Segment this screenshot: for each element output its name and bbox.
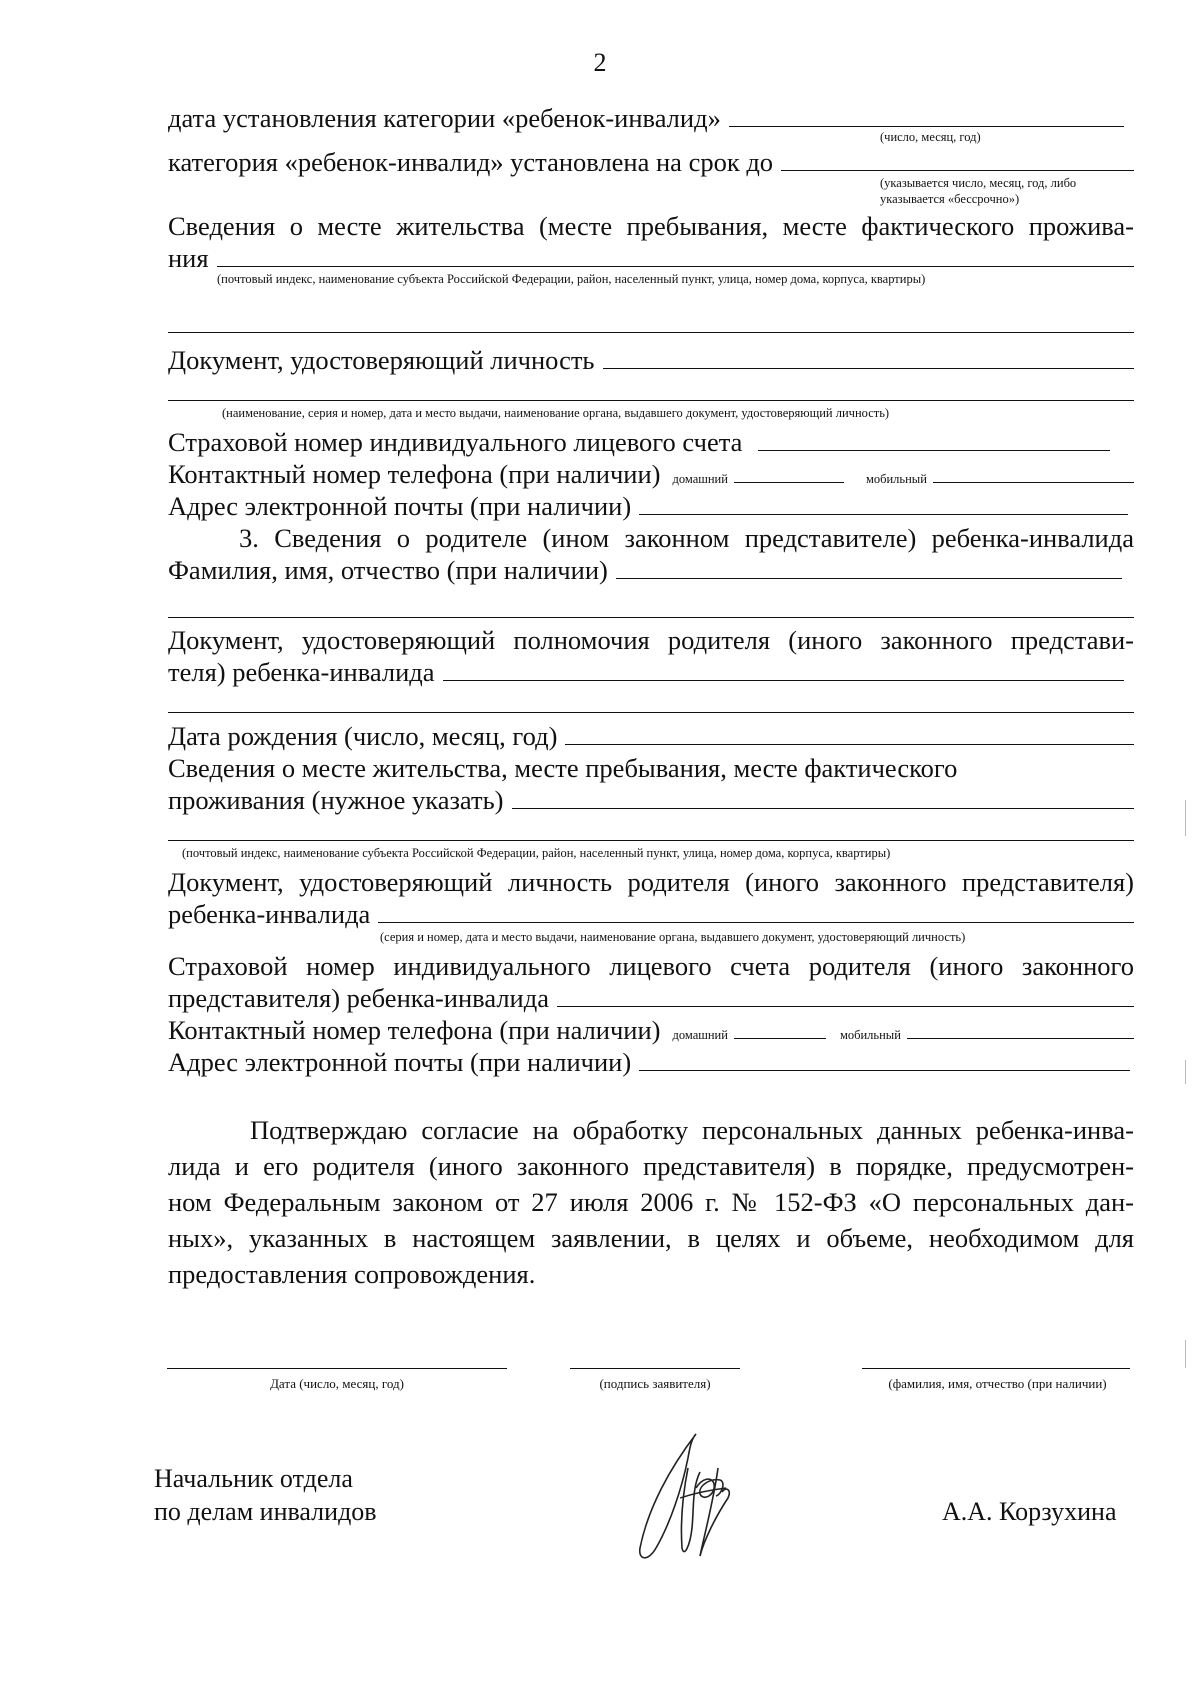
parent-residence-label-1: Сведения о месте жительства, месте пребывания, месте фактического	[168, 753, 958, 783]
parent-birth-date-row	[168, 720, 1134, 752]
parent-phone-label: Контактный номер телефона (при наличии)	[168, 1015, 661, 1045]
position-line-1: Начальник отдела	[154, 1464, 353, 1493]
category-date-label: дата установления категории «ребенок-инвалид»	[168, 103, 721, 133]
category-term-field[interactable]	[781, 169, 1134, 171]
consent-line-3: ном Федеральным законом от 27 июля 2006 г. № 152-ФЗ «О персональных дан-	[168, 1187, 1134, 1217]
consent-line-5: предоставления сопровождения.	[168, 1259, 536, 1289]
scan-artifact	[1185, 1340, 1186, 1368]
parent-identity-field[interactable]	[378, 921, 1134, 923]
parent-authority-field-2[interactable]	[168, 712, 1134, 713]
parent-snils-label-2: представителя) ребенка-инвалида	[168, 983, 549, 1013]
parent-email-row	[168, 1046, 1134, 1078]
parent-residence-row	[168, 784, 1134, 816]
child-phone-home-label: домашний	[672, 472, 728, 486]
parent-snils-field[interactable]	[557, 1005, 1134, 1007]
child-snils-row	[168, 426, 1110, 458]
child-residence-field-2[interactable]	[168, 332, 1134, 333]
parent-snils-row	[168, 982, 1134, 1014]
page-number: 2	[593, 48, 607, 77]
parent-residence-label-row	[168, 752, 1134, 784]
child-phone-mobile-field[interactable]	[933, 481, 1134, 483]
child-residence-row	[168, 242, 1134, 274]
date-hint: Дата (число, месяц, год)	[270, 1376, 404, 1391]
parent-authority-label-1: Документ, удостоверяющий полномочия родителя (иного законного представи-	[168, 625, 1134, 655]
consent-paragraph	[168, 1112, 1134, 1292]
category-date-row	[168, 102, 1134, 134]
child-residence-label-1: Сведения о месте жительства (месте пребывания, месте фактического прожива-	[168, 211, 1134, 241]
child-identity-hint: (наименование, серия и номер, дата и место выдачи, наименование органа, выдавшего документ, удостоверяющий личность)	[222, 406, 890, 420]
category-term-label: категория «ребенок-инвалид» установлена на срок до	[168, 147, 774, 177]
category-term-hint-2: указывается «бессрочно»)	[880, 192, 1020, 206]
category-term-row	[168, 146, 1134, 178]
parent-identity-hint: (серия и номер, дата и место выдачи, наименование органа, выдавшего документ, удостоверяющий личность)	[380, 930, 966, 944]
child-phone-label: Контактный номер телефона (при наличии)	[168, 459, 661, 489]
consent-line-2: лида и его родителя (иного законного представителя) в порядке, предусмотрен-	[168, 1151, 1134, 1181]
child-residence-field[interactable]	[217, 265, 1134, 267]
name-hint: (фамилия, имя, отчество (при наличии)	[888, 1376, 1107, 1391]
parent-email-field[interactable]	[639, 1069, 1130, 1071]
parent-name-row	[168, 554, 1134, 586]
name-signature-line[interactable]	[862, 1368, 1130, 1369]
child-email-label: Адрес электронной почты (при наличии)	[168, 491, 632, 521]
consent-line-1: Подтверждаю согласие на обработку персональных данных ребенка-инва-	[250, 1115, 1134, 1145]
parent-phone-mobile-field[interactable]	[907, 1037, 1134, 1039]
signatory-name: А.А. Корзухина	[942, 1497, 1117, 1526]
parent-residence-hint: (почтовый индекс, наименование субъекта Российской Федерации, район, населенный пункт, улица, номер дома, корпуса, квартиры)	[182, 846, 891, 860]
parent-authority-label-2: теля) ребенка-инвалида	[168, 657, 435, 687]
child-phone-home-field[interactable]	[734, 481, 844, 483]
parent-name-field[interactable]	[616, 577, 1122, 579]
parent-birth-date-label: Дата рождения (число, месяц, год)	[168, 721, 558, 751]
parent-residence-field-2[interactable]	[168, 840, 1134, 841]
child-residence-hint: (почтовый индекс, наименование субъекта Российской Федерации, район, населенный пункт, улица, номер дома, корпуса, квартиры)	[217, 272, 926, 286]
parent-residence-field[interactable]	[512, 807, 1135, 809]
child-snils-label: Страховой номер индивидуального лицевого счета	[168, 427, 743, 457]
date-signature-line[interactable]	[167, 1368, 507, 1369]
parent-name-label: Фамилия, имя, отчество (при наличии)	[168, 555, 608, 585]
signature-hint: (подпись заявителя)	[599, 1376, 711, 1391]
parent-authority-field[interactable]	[443, 679, 1124, 681]
child-email-row	[168, 490, 1134, 522]
position-line-2: по делам инвалидов	[154, 1497, 377, 1526]
handwritten-signature	[630, 1428, 750, 1568]
parent-identity-label-2: ребенка-инвалида	[168, 899, 371, 929]
scan-artifact	[1185, 800, 1186, 836]
parent-authority-row	[168, 656, 1134, 688]
child-email-field[interactable]	[639, 513, 1128, 515]
category-date-field[interactable]	[729, 125, 1124, 127]
category-date-hint: (число, месяц, год)	[880, 130, 981, 144]
parent-birth-date-field[interactable]	[565, 743, 1134, 745]
child-phone-mobile-label: мобильный	[865, 472, 927, 486]
child-identity-row	[168, 344, 1134, 376]
child-identity-label: Документ, удостоверяющий личность	[168, 345, 595, 375]
parent-name-field-2[interactable]	[168, 617, 1134, 618]
category-term-hint-1: (указывается число, месяц, год, либо	[880, 176, 1077, 190]
child-identity-field[interactable]	[603, 367, 1135, 369]
parent-email-label: Адрес электронной почты (при наличии)	[168, 1047, 632, 1077]
consent-line-4: ных», указанных в настоящем заявлении, в целях и объеме, необходимом для	[168, 1223, 1134, 1253]
child-snils-field[interactable]	[758, 449, 1110, 451]
child-identity-field-2[interactable]	[168, 400, 1134, 401]
section-3-title: 3. Сведения о родителе (ином законном представителе) ребенка-инвалида	[239, 523, 1134, 553]
scan-artifact	[1185, 1060, 1186, 1084]
parent-phone-home-label: домашний	[672, 1028, 728, 1042]
parent-phone-mobile-label: мобильный	[839, 1028, 901, 1042]
parent-identity-row	[168, 898, 1134, 930]
parent-identity-label-1: Документ, удостоверяющий личность родителя (иного законного представителя)	[168, 867, 1134, 897]
applicant-signature-line[interactable]	[570, 1368, 740, 1369]
parent-phone-home-field[interactable]	[734, 1037, 826, 1039]
parent-snils-label-1: Страховой номер индивидуального лицевого счета родителя (иного законного	[168, 951, 1134, 981]
parent-residence-label-2: проживания (нужное указать)	[168, 785, 504, 815]
child-residence-label-2: ния	[168, 243, 209, 273]
